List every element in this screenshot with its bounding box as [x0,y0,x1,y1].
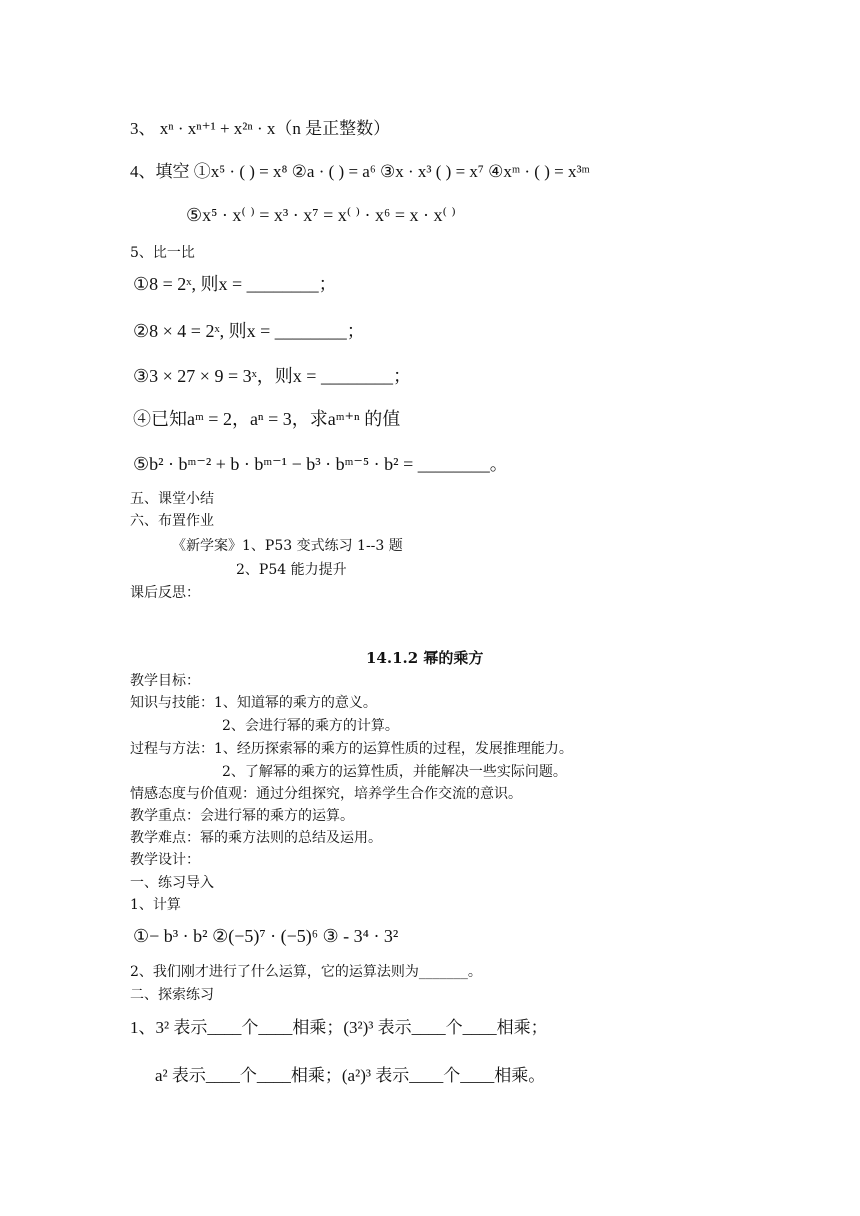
part-1-heading: 一、练习导入 [130,875,214,891]
explore-item-1-cont: a² 表示____个____相乘；(a²)³ 表示____个____相乘。 [155,1066,546,1085]
compare-item-5: ⑤b² · bᵐ⁻² + b · bᵐ⁻¹ − b³ · bᵐ⁻⁵ · b² = ________。 [133,454,508,474]
question-2: 2、我们刚才进行了什么运算，它的运算法则为_______。 [130,964,482,980]
compare-item-2: ②8 × 4 = 2ˣ, 则x = ________； [133,321,365,341]
exercise-5-heading: 5、比一比 [130,245,195,261]
section-6-heading: 六、布置作业 [130,513,214,529]
homework-item-2: 2、P54 能力提升 [236,562,347,578]
part-2-heading: 二、探索练习 [130,987,214,1003]
goal-process-2: 2、了解幂的乘方的运算性质，并能解决一些实际问题。 [222,764,567,780]
goal-process-1: 过程与方法：1、经历探索幂的乘方的运算性质的过程，发展推理能力。 [130,741,573,757]
homework-item-1: 《新学案》1、P53 变式练习 1--3 题 [172,538,403,554]
goals-heading: 教学目标： [130,673,200,689]
exercise-4-fill-blank: 4、填空 ①x⁵ · ( ) = x⁸ ②a · ( ) = a⁶ ③x · x³ ( ) = x⁷ ④xᵐ · ( ) = x³ᵐ [130,162,590,181]
compare-item-1: ①8 = 2ˣ, 则x = ________； [133,274,337,294]
goal-knowledge-1: 知识与技能：1、知道幂的乘方的意义。 [130,695,377,711]
exercise-3: 3、 xⁿ · xⁿ⁺¹ + x²ⁿ · x（n 是正整数） [130,119,391,138]
exercise-4-item-5: ⑤x⁵ · x⁽ ⁾ = x³ · x⁷ = x⁽ ⁾ · x⁶ = x · x⁽ ⁾ [186,205,456,225]
compare-item-3: ③3 × 27 × 9 = 3ˣ，则x = ________； [133,366,411,386]
section-title: 14.1.2 幂的乘方 [366,649,484,667]
explore-item-1: 1、3² 表示____个____相乘；(3²)³ 表示____个____相乘； [130,1018,548,1037]
design-heading: 教学设计： [130,852,200,868]
section-5-heading: 五、课堂小结 [130,491,214,507]
goal-knowledge-2: 2、会进行幂的乘方的计算。 [222,718,399,734]
calc-heading: 1、计算 [130,897,181,913]
teaching-difficulty: 教学难点：幂的乘方法则的总结及运用。 [130,830,382,846]
goal-attitude: 情感态度与价值观：通过分组探究，培养学生合作交流的意识。 [130,786,522,802]
compare-item-4: ④已知aᵐ = 2，aⁿ = 3，求aᵐ⁺ⁿ 的值 [133,409,401,429]
reflection-label: 课后反思： [130,585,200,601]
teaching-focus: 教学重点：会进行幂的乘方的运算。 [130,808,354,824]
calc-items: ①− b³ · b² ②(−5)⁷ · (−5)⁶ ③ - 3⁴ · 3² [133,926,399,946]
